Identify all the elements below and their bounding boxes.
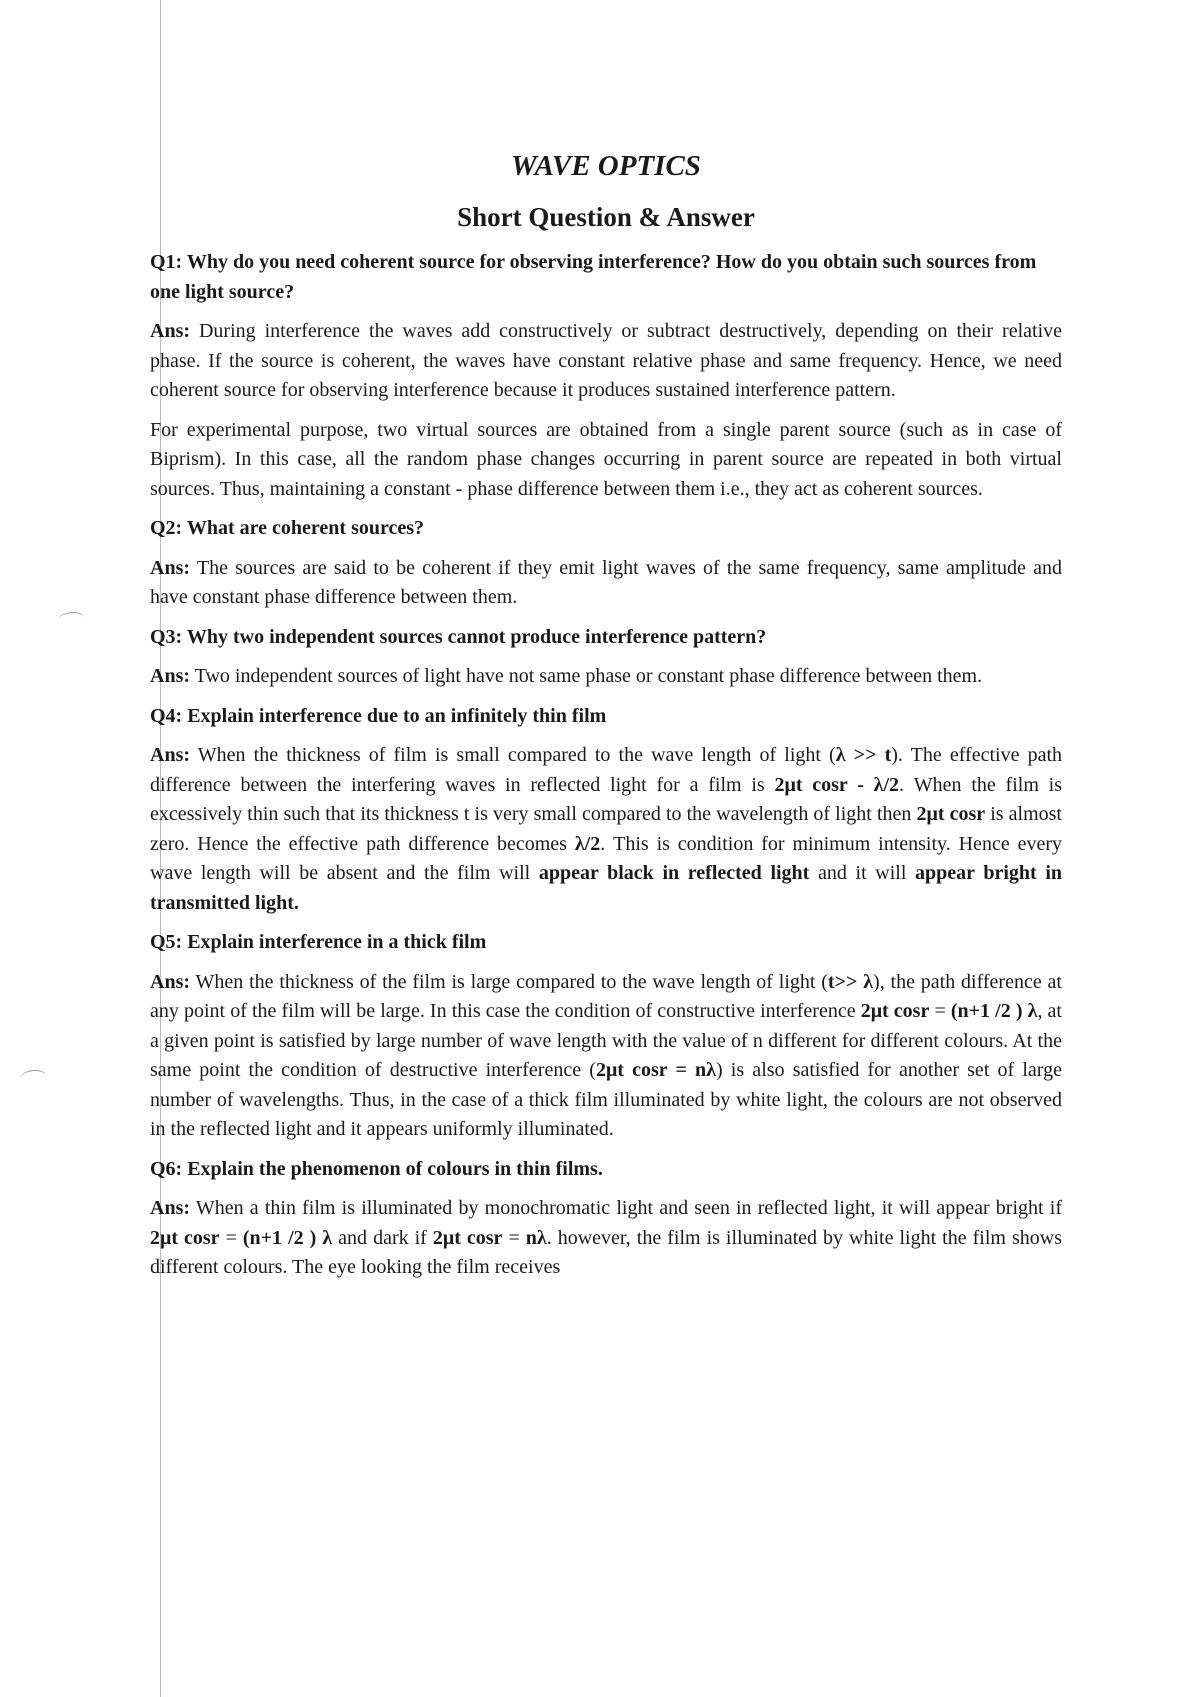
- emphasis-text: λ/2: [574, 832, 601, 855]
- question-6: Q6: Explain the phenomenon of colours in thin films.: [150, 1157, 603, 1180]
- answer-text: ). The effective path difference between the interfering waves in reflected light for a film is: [150, 744, 1063, 796]
- scan-mark: [58, 612, 84, 627]
- emphasis-text: (n+1 /2 ) λ: [242, 1226, 333, 1249]
- question-5: Q5: Explain interference in a thick film: [150, 931, 487, 953]
- answer-text: =: [929, 1000, 951, 1022]
- answer-1-paragraph-1: [150, 317, 1062, 406]
- answer-text: =: [502, 1226, 526, 1249]
- answer-3-paragraph-1: [150, 662, 1062, 692]
- emphasis-text: 2μt cosr: [150, 1226, 220, 1249]
- emphasis-text: (n+1 /2 ) λ: [950, 1000, 1038, 1022]
- emphasis-text: 2μt cosr - λ/2: [774, 773, 900, 796]
- qa-list: [150, 248, 1062, 1283]
- document-page: [150, 148, 1062, 1293]
- emphasis-text: appear black in reflected light: [538, 862, 810, 884]
- question-1: Q1: Why do you need coherent source for observing interference? How do you obtain such sources from one light source?: [150, 251, 1037, 303]
- page-subtitle: Short Question & Answer: [457, 202, 755, 232]
- answer-1-paragraph-2: [150, 416, 1062, 505]
- emphasis-text: 2μt cosr: [860, 1000, 930, 1022]
- answer-text: is almost zero. Hence the effective path difference becomes: [150, 803, 1062, 855]
- answer-label: Ans:: [150, 744, 191, 766]
- answer-text: and dark if: [332, 1226, 433, 1249]
- answer-6-paragraph-1: [150, 1194, 1062, 1283]
- answer-label: Ans:: [150, 1197, 191, 1219]
- emphasis-text: 2μt cosr = nλ: [595, 1059, 716, 1081]
- scan-mark: [20, 1070, 46, 1085]
- answer-text: For experimental purpose, two virtual sources are obtained from a single parent source (such as in case of Biprism). In this case, all the random phase changes occurring in parent source are repeated in both virtual sources. Thus, maintaining a constant - phase difference between them i.e., they act as coherent sources.: [150, 418, 1062, 500]
- answer-label: Ans:: [150, 320, 191, 342]
- answer-5-paragraph-1: [150, 968, 1062, 1145]
- answer-text: During interference the waves add constructively or subtract destructively, depending on their relative phase. If the source is coherent, the waves have constant relative phase and same frequency. Hence, we need coherent source for observing interference because it produces sustained interference pattern.: [150, 320, 1062, 401]
- answer-text: When the thickness of the film is large compared to the wave length of light (: [190, 970, 828, 993]
- answer-text: , at a given point is satisfied by large number of wave length with the value of n different for different colours. At the same point the condition of destructive interference (: [150, 1000, 1062, 1081]
- answer-text: ) is also satisfied for another set of large number of wavelengths. Thus, in the case of a thick film illuminated by white light, the colours are not observed in the reflected light and it appears uniformly illuminated.: [150, 1059, 1062, 1140]
- question-4: Q4: Explain interference due to an infinitely thin film: [150, 704, 607, 727]
- answer-label: Ans:: [150, 970, 191, 993]
- emphasis-text: nλ: [525, 1226, 547, 1249]
- answer-text: and it will: [809, 862, 916, 884]
- answer-2-paragraph-1: [150, 554, 1062, 613]
- emphasis-text: t>> λ: [827, 970, 874, 993]
- answer-text: When the thickness of film is small compared to the wave length of light (: [190, 744, 836, 766]
- answer-text: . This is condition for minimum intensity. Hence every wave length will be absent and the film will: [150, 832, 1062, 884]
- answer-text: Two independent sources of light have not same phase or constant phase difference between them.: [190, 665, 983, 687]
- answer-label: Ans:: [150, 665, 191, 687]
- page-title: WAVE OPTICS: [511, 150, 701, 182]
- answer-text: =: [219, 1226, 243, 1249]
- question-2: Q2: What are coherent sources?: [150, 517, 425, 539]
- answer-label: Ans:: [150, 556, 191, 579]
- answer-text: . however, the film is illuminated by white light the film shows different colours. The eye looking the film receives: [150, 1226, 1062, 1278]
- emphasis-text: 2μt cosr: [916, 803, 986, 825]
- emphasis-text: 2μt cosr: [432, 1226, 503, 1249]
- answer-4-paragraph-1: [150, 741, 1062, 918]
- answer-text: When a thin film is illuminated by monochromatic light and seen in reflected light, it will appear bright if: [190, 1197, 1062, 1219]
- answer-text: The sources are said to be coherent if they emit light waves of the same frequency, same amplitude and have constant phase difference between them.: [150, 556, 1062, 608]
- question-3: Q3: Why two independent sources cannot produce interference pattern?: [150, 625, 767, 648]
- answer-text: ), the path difference at any point of the film will be large. In this case the condition of constructive interference: [150, 970, 1062, 1022]
- answer-text: . When the film is excessively thin such that its thickness t is very small compared to the wavelength of light then: [150, 773, 1062, 825]
- emphasis-text: λ >> t: [835, 744, 892, 766]
- emphasis-text: appear bright in transmitted light.: [150, 862, 1062, 914]
